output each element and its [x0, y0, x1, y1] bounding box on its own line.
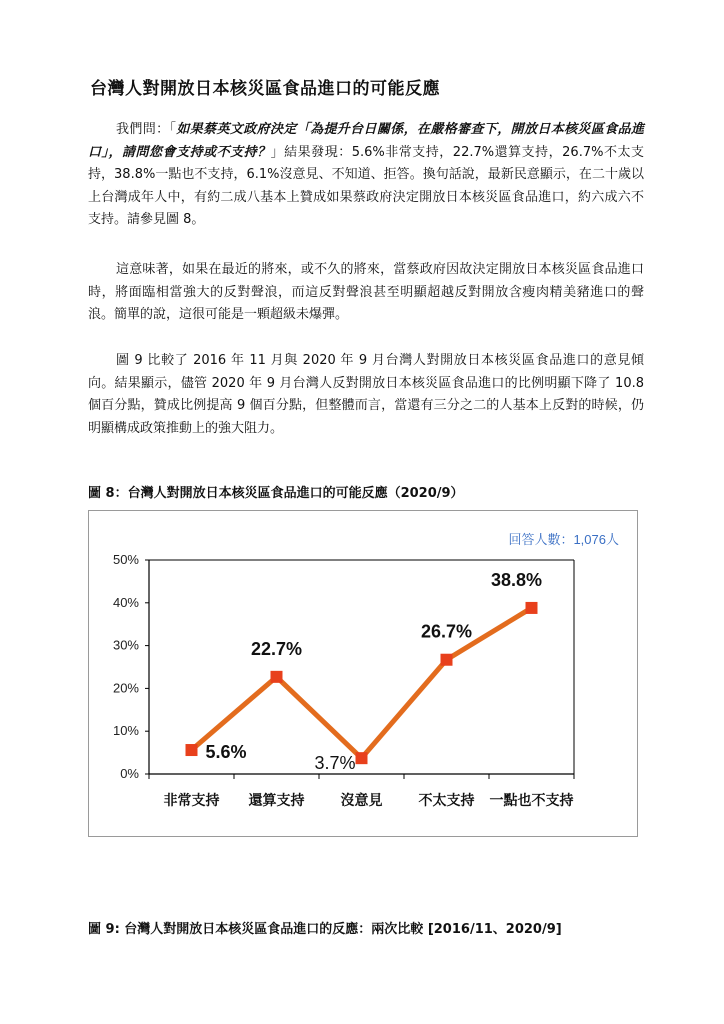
figure-8-caption: 圖 8：台灣人對開放日本核災區食品進口的可能反應（2020/9）: [88, 486, 464, 501]
paragraph-survey-result: [88, 119, 644, 232]
data-label: 22.7%: [250, 638, 303, 659]
data-point-marker: [186, 744, 198, 756]
x-category-label: 不太支持: [418, 793, 475, 809]
data-point-marker: [356, 752, 368, 764]
series-line: [192, 608, 532, 758]
y-tick-label: 20%: [112, 680, 139, 696]
data-label: 3.7%: [314, 753, 356, 774]
survey-question: 如果蔡英文政府決定「為提升台日關係，在嚴格審查下，開放日本核災區食品進口」，請問您會支持或不支持？: [88, 122, 644, 160]
p1-rest: 」結果發現：5.6%非常支持，22.7%還算支持，26.7%不太支持，38.8%一點也不支持，6.1%沒意見、不知道、拒答。換句話說，最新民意顯示，在二十歲以上台灣成年人中，有約二成八基本上贊成如果蔡政府決定開放日本核災區食品進口，約六成六不支持。請參見圖 8。: [88, 144, 644, 227]
paragraph-implication: 這意味著，如果在最近的將來，或不久的將來，當蔡政府因故決定開放日本核災區食品進口時，將面臨相當強大的反對聲浪，而這反對聲浪甚至明顯超越反對開放含瘦肉精美豬進口的聲浪。簡單的說，這很可能是一顆超級未爆彈。: [88, 262, 644, 322]
x-category-label: 一點也不支持: [489, 793, 574, 809]
figure-8-chart: [88, 510, 638, 837]
x-category-label: 沒意見: [340, 793, 383, 809]
data-point-marker: [441, 654, 453, 666]
paragraph-comparison: 圖 9 比較了 2016 年 11 月與 2020 年 9 月台灣人對開放日本核災區食品進口的意見傾向。結果顯示，儘管 2020 年 9 月台灣人反對開放日本核災區食品進口的比例明顯下降了 10.8 個百分點，贊成比例提高 9 個百分點，但整體而言，當還有三分之二的人基本上反對的時候，仍明顯構成政策推動上的強大阻力。: [88, 353, 644, 436]
page-title: 台灣人對開放日本核災區食品進口的可能反應: [90, 79, 440, 99]
line-chart: [89, 511, 637, 836]
data-label: 38.8%: [490, 569, 543, 590]
x-category-label: 非常支持: [163, 793, 220, 809]
x-category-label: 還算支持: [248, 793, 305, 809]
figure-9-caption: 圖 9: 台灣人對開放日本核災區食品進口的反應：兩次比較 [2016/11、2020/9]: [88, 922, 562, 937]
data-point-marker: [526, 602, 538, 614]
y-tick-label: 0%: [120, 766, 139, 781]
data-label: 5.6%: [205, 742, 247, 763]
y-tick-label: 30%: [112, 637, 139, 653]
data-point-marker: [271, 671, 283, 683]
respondents-count: 回答人數：1,076人: [508, 532, 619, 547]
y-tick-label: 10%: [112, 723, 139, 739]
y-tick-label: 50%: [112, 552, 139, 567]
p1-lead: 我們問：「: [116, 122, 177, 137]
y-tick-label: 40%: [112, 594, 139, 610]
data-label: 26.7%: [420, 621, 473, 642]
